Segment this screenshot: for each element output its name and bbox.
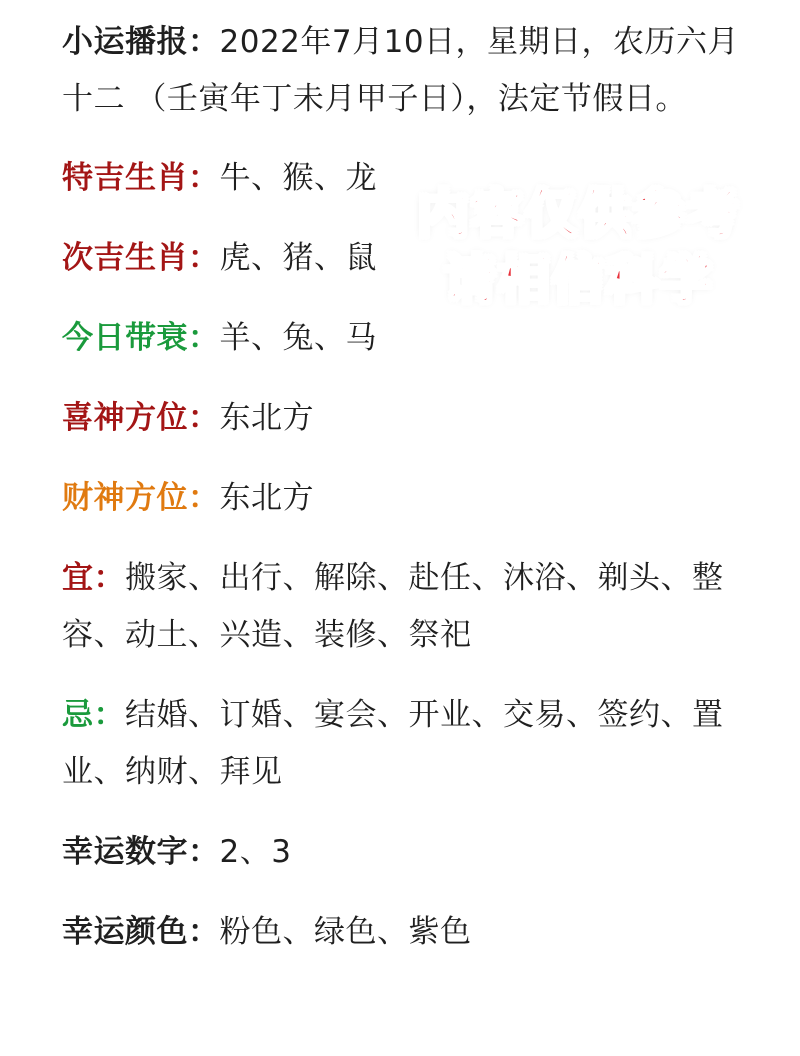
row-second-lucky-zodiac [62,230,752,287]
unlucky-zodiac-value: 羊、兔、马 [219,320,377,356]
lucky-colors-value: 粉色、绿色、紫色 [219,914,472,950]
suitable-colon: ： [93,560,125,596]
row-suitable [62,550,752,664]
intro-colon: ： [188,24,220,60]
disclaimer-line-2: 请相信科学 [443,251,714,311]
disclaimer-line-1: 内容仅供参考 [416,185,741,245]
row-avoid [62,687,752,801]
avoid-colon: ： [93,697,125,733]
row-lucky-colors [62,904,752,961]
lucky-numbers-label: 幸运数字 [62,834,188,870]
suitable-value: 搬家、出行、解除、赴任、沐浴、剃头、整容、动土、兴造、装修、祭祀 [62,560,724,653]
special-lucky-zodiac-label: 特吉生肖 [62,160,188,196]
intro-label: 小运播报 [62,24,188,60]
row-joy-god-direction [62,390,752,447]
lucky-numbers-colon: ： [188,834,220,870]
intro-paragraph [62,14,752,128]
second-lucky-zodiac-value: 虎、猪、鼠 [219,240,377,276]
special-lucky-zodiac-value: 牛、猴、龙 [219,160,377,196]
wealth-god-direction-colon: ： [188,480,220,516]
unlucky-zodiac-colon: ： [188,320,220,356]
wealth-god-direction-value: 东北方 [219,480,314,516]
row-wealth-god-direction [62,470,752,527]
fortune-article [62,14,752,984]
row-unlucky-zodiac [62,310,752,367]
row-lucky-numbers [62,824,752,881]
row-special-lucky-zodiac [62,150,752,207]
avoid-value: 结婚、订婚、宴会、开业、交易、签约、置业、纳财、拜见 [62,697,724,790]
wealth-god-direction-label: 财神方位 [62,480,188,516]
lucky-colors-colon: ： [188,914,220,950]
joy-god-direction-label: 喜神方位 [62,400,188,436]
avoid-label: 忌 [62,697,94,733]
lucky-numbers-value: 2、3 [219,834,292,870]
unlucky-zodiac-label: 今日带衰 [62,320,188,356]
lucky-colors-label: 幸运颜色 [62,914,188,950]
joy-god-direction-value: 东北方 [219,400,314,436]
second-lucky-zodiac-colon: ： [188,240,220,276]
special-lucky-zodiac-colon: ： [188,160,220,196]
intro-text: 2022年7月10日，星期日，农历六月十二 （壬寅年丁未月甲子日），法定节假日。 [62,24,740,117]
second-lucky-zodiac-label: 次吉生肖 [62,240,188,276]
joy-god-direction-colon: ： [188,400,220,436]
suitable-label: 宜 [62,560,94,596]
